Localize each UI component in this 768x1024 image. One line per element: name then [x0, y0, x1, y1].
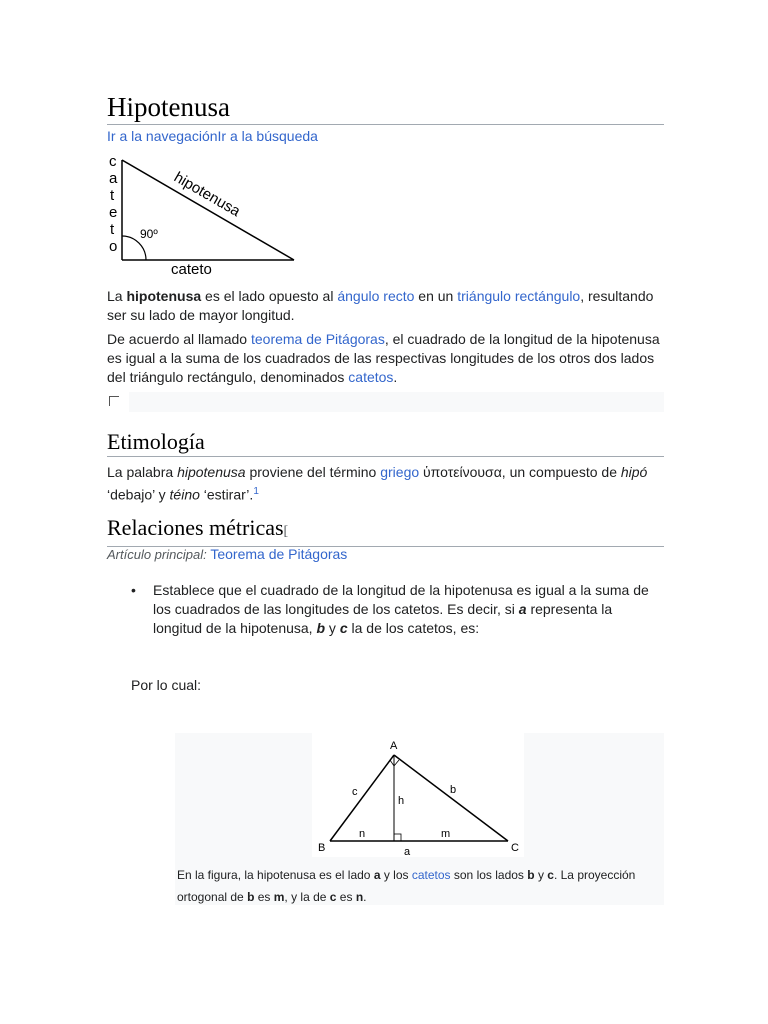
side-a-label: a	[404, 846, 411, 857]
text: ‘debajo’ y	[107, 486, 170, 503]
text: En la figura, la hipotenusa es el lado	[177, 868, 374, 882]
bullet-list	[131, 581, 653, 638]
side-c-label: c	[352, 786, 358, 798]
jump-to-navigation-link[interactable]: Ir a la navegación	[107, 128, 218, 144]
side-letter: c	[109, 153, 117, 170]
reference-link[interactable]: 1	[253, 486, 259, 497]
text: la de los catetos, es:	[347, 620, 480, 636]
link-teorema-pitagoras[interactable]: teorema de Pitágoras	[250, 331, 385, 347]
text: , el cuadrado de la longitud de la hipotenusa es igual a la suma de los cuadrados de las respectivas longitudes de los otros dos lados del triángulo rectángulo, denominados	[107, 331, 660, 385]
italic-term: hipotenusa	[177, 464, 246, 480]
bold-var: b	[247, 890, 255, 904]
side-letter: e	[109, 204, 118, 221]
height-label: h	[398, 795, 405, 807]
link-griego[interactable]: griego	[380, 464, 420, 480]
text: en un	[414, 288, 458, 304]
text: .	[363, 890, 367, 904]
right-triangle-figure	[107, 150, 307, 275]
bold-var: n	[355, 890, 364, 904]
text: ὑποτείνουσα, un compuesto de	[419, 464, 621, 480]
text: La	[107, 288, 127, 304]
italic-term: hipó	[620, 464, 648, 480]
figure-caption	[177, 864, 657, 908]
text: De acuerdo al llamado	[107, 331, 251, 347]
toc-placeholder	[129, 392, 664, 412]
var-c: c	[339, 620, 348, 636]
link-catetos[interactable]: catetos	[348, 369, 394, 385]
main-article-note	[107, 546, 347, 562]
intro-paragraph-2	[107, 330, 664, 387]
etymology-paragraph	[107, 463, 664, 505]
angle-label: 90º	[140, 227, 158, 241]
side-b-line	[394, 755, 508, 841]
segment-m-label: m	[441, 828, 451, 840]
triangle-abc-image	[312, 733, 524, 857]
bold-var: m	[273, 890, 285, 904]
jump-to-search-link[interactable]: Ir a la búsqueda	[217, 128, 318, 144]
italic-term: téino	[169, 486, 200, 503]
page-title: Hipotenusa	[107, 90, 664, 125]
text: ‘estirar’.	[199, 486, 254, 503]
intro-paragraph-1	[107, 287, 664, 325]
text: son los lados	[450, 868, 528, 882]
side-b-label: b	[450, 784, 457, 796]
text: , y la de	[284, 890, 330, 904]
side-letter: a	[109, 170, 118, 187]
por-lo-cual-text: Por lo cual:	[131, 677, 202, 693]
vertex-a-label: A	[390, 740, 398, 752]
text: . La proyección ortogonal de	[177, 868, 636, 904]
link-angulo-recto[interactable]: ángulo recto	[337, 288, 415, 304]
text: .	[393, 369, 398, 385]
text: proviene del término	[245, 464, 381, 480]
figure-box	[175, 733, 664, 905]
edit-bracket[interactable]: [	[283, 524, 289, 539]
bold-var: b	[527, 868, 535, 882]
text: es el lado opuesto al	[201, 288, 338, 304]
text: , resultando ser su lado de mayor longitud.	[107, 288, 654, 323]
heading-text: Relaciones métricas	[107, 515, 284, 540]
hypotenuse-label: hipotenusa	[171, 168, 244, 221]
collapse-toggle[interactable]	[109, 396, 119, 406]
list-item	[131, 581, 653, 638]
section-heading-relaciones	[107, 514, 664, 547]
text: Establece que el cuadrado de la longitud de la hipotenusa es igual a la suma de los cuadrados de las longitudes de los catetos. Es decir, si	[153, 582, 649, 617]
var-b: b	[316, 620, 326, 636]
bold-var: a	[373, 868, 381, 882]
text: y	[534, 868, 548, 882]
bold-var: c	[547, 868, 554, 882]
link-main-article[interactable]: Teorema de Pitágoras	[210, 546, 348, 562]
var-a: a	[518, 601, 527, 617]
link-triangulo-rectangulo[interactable]: triángulo rectángulo	[457, 288, 581, 304]
link-catetos-caption[interactable]: catetos	[411, 868, 451, 882]
right-angle-mark-h	[394, 834, 401, 841]
side-letter: t	[110, 221, 115, 238]
text: representa la longitud de la hipotenusa,	[153, 601, 613, 636]
segment-n-label: n	[359, 828, 366, 840]
jump-links	[107, 128, 318, 144]
bold-term: hipotenusa	[126, 288, 202, 304]
bullet-dot: •	[131, 582, 136, 598]
text: y	[325, 620, 340, 636]
text: La palabra	[107, 464, 178, 480]
note-label: Artículo principal:	[107, 547, 207, 562]
bold-var: c	[329, 890, 337, 904]
side-letter: o	[109, 238, 118, 255]
text: es	[254, 890, 274, 904]
vertex-b-label: B	[318, 842, 326, 854]
vertex-c-label: C	[511, 842, 519, 854]
text: es	[336, 890, 356, 904]
side-letter: t	[110, 187, 115, 204]
base-label: cateto	[171, 261, 212, 275]
section-heading-etimologia: Etimología	[107, 428, 664, 457]
hypotenuse-line	[122, 160, 294, 260]
text: y los	[380, 868, 412, 882]
triangle-abc-svg	[312, 733, 524, 857]
